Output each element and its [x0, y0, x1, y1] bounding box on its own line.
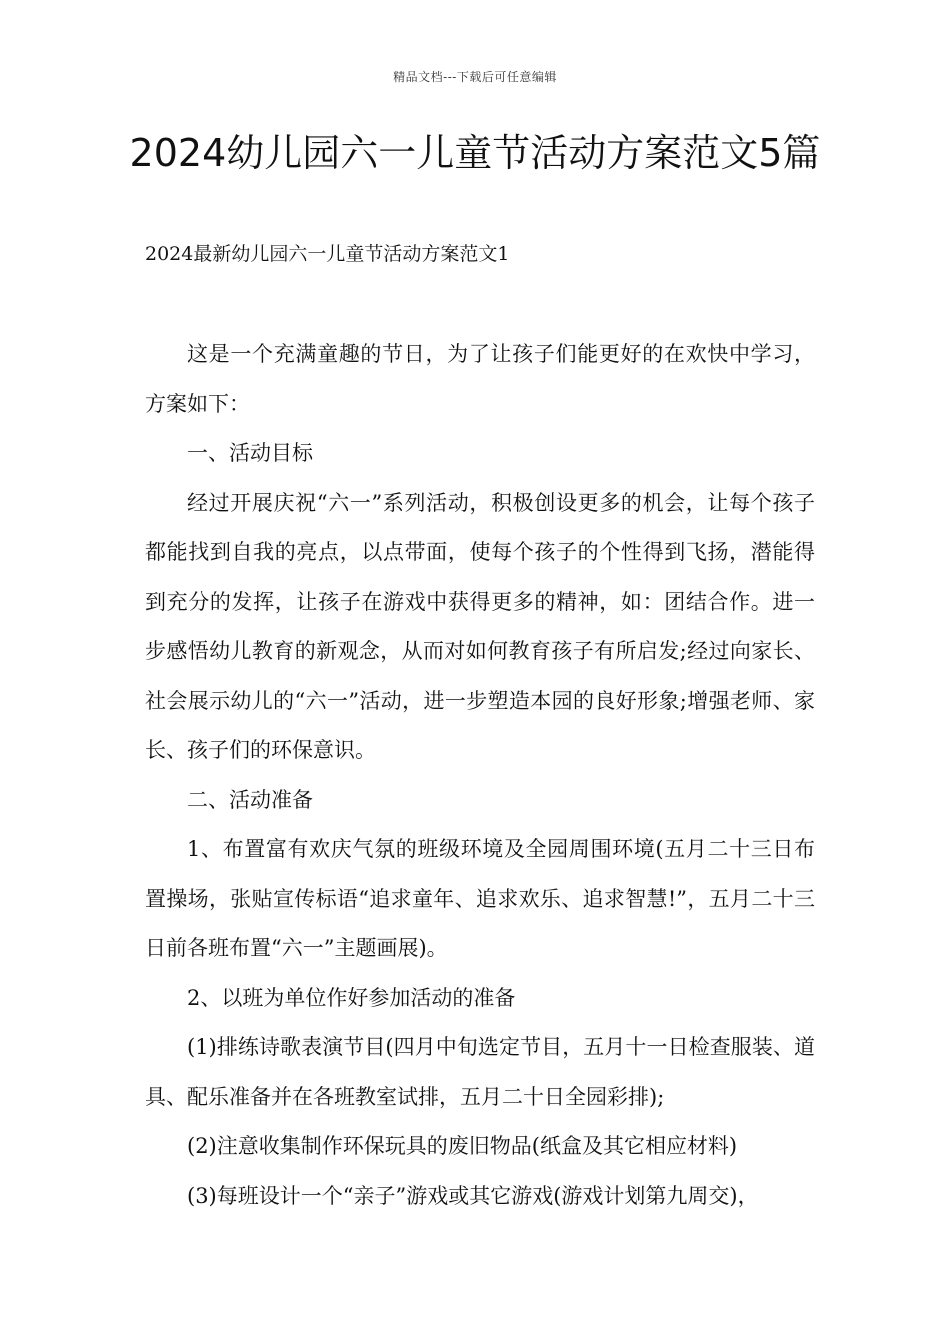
paragraph-intro: 这是一个充满童趣的节日，为了让孩子们能更好的在欢快中学习，方案如下： — [145, 342, 815, 416]
paragraph-prep-2-1: (1)排练诗歌表演节目(四月中旬选定节目，五月十一日检查服装、道具、配乐准备并在各班教室试排，五月二十日全园彩排); — [145, 1035, 815, 1109]
document-body — [145, 330, 815, 1221]
document-subtitle: 2024最新幼儿园六一儿童节活动方案范文1 — [145, 243, 510, 265]
paragraph-prep-2-2: (2)注意收集制作环保玩具的废旧物品(纸盒及其它相应材料) — [187, 1134, 738, 1158]
paragraph-prep-2: 2、以班为单位作好参加活动的准备 — [187, 985, 516, 1010]
paragraph-prep-2-3: (3)每班设计一个“亲子”游戏或其它游戏(游戏计划第九周交)， — [187, 1183, 759, 1208]
section-heading-goals: 一、活动目标 — [187, 441, 313, 465]
section-heading-preparation: 二、活动准备 — [187, 787, 313, 812]
paragraph-goals: 经过开展庆祝“六一”系列活动，积极创设更多的机会，让每个孩子都能找到自我的亮点，以点带面，使每个孩子的个性得到飞扬，潜能得到充分的发挥，让孩子在游戏中获得更多的精神，如：团结合作。进一步感悟幼儿教育的新观念，从而对如何教育孩子有所启发;经过向家长、社会展示幼儿的“六一”活动，进一步塑造本园的良好形象;增强老师、家长、孩子们的环保意识。 — [145, 490, 815, 762]
paragraph-prep-1: 1、布置富有欢庆气氛的班级环境及全园周围环境(五月二十三日布置操场，张贴宣传标语“追求童年、追求欢乐、追求智慧!”，五月二十三日前各班布置“六一”主题画展)。 — [145, 837, 815, 960]
document-title: 2024幼儿园六一儿童节活动方案范文5篇 — [129, 131, 821, 175]
header-note: 精品文档---下载后可任意编辑 — [393, 70, 557, 84]
